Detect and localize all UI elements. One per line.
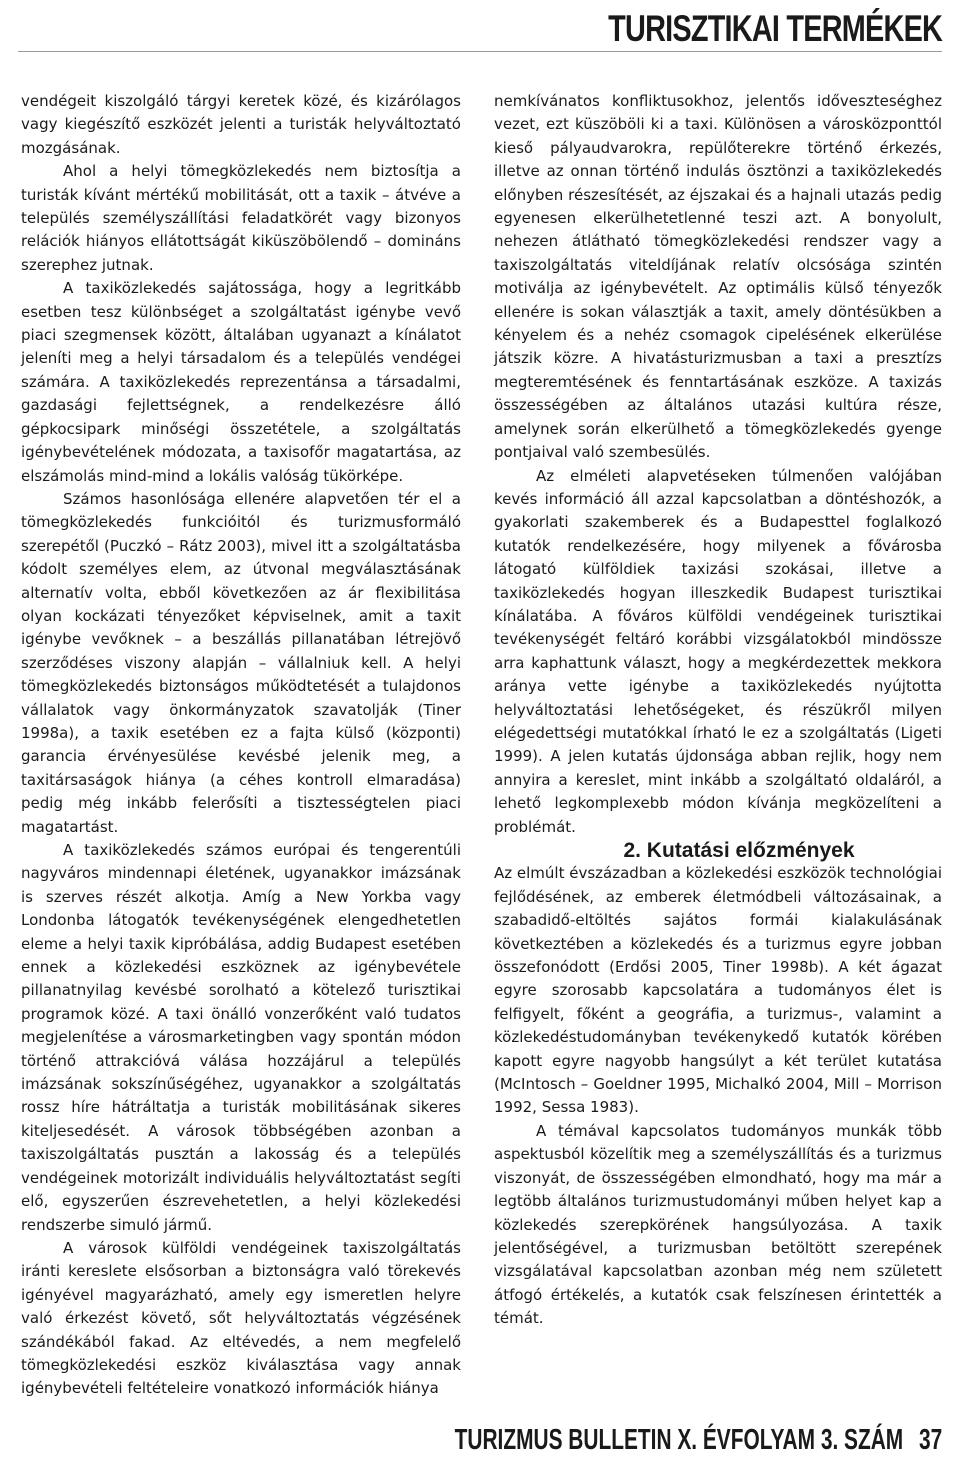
paragraph: A taxiközlekedés számos európai és tengerentúli nagyváros mindennapi életének, ugyanakkor imázsának is szerves részét alkotja. Amíg a New Yorkba vagy Londonba látogatók tevékenységének elengedhetetlen eleme a helyi taxik kipróbálása, addig Budapest esetében ennek a közlekedési eszköznek az igénybevétele pillanatnyilag kevésbé sorolható a kötelező turisztikai programok közé. A taxi önálló vonzerőként való tudatos megjelenítése a városmarketingben vagy spontán módon történő attrakcióvá válása hozzájárul a település imázsának sokszínűségéhez, ugyanakkor a szolgáltatás rossz híre hátráltatja a turisták mobilitásának sikeres kiteljesedését. A városok többségében azonban a taxiszolgáltatás pusztán a lakosság és a település vendégeinek motorizált individuális helyváltoztatást segíti elő, egyszerűen észrevehetetlen, a helyi közlekedési rendszerbe simuló jármű.: [21, 841, 461, 1234]
paragraph: A taxiközlekedés sajátossága, hogy a legritkább esetben tesz különbséget a szolgáltatást igénybe vevő piaci szegmensek között, általában ugyanazt a kínálatot jeleníti meg a helyi társadalom és a település vendégei számára. A taxiközlekedés reprezentánsa a társadalmi, gazdasági fejlettségnek, a rendelkezésre álló gépkocsipark minőségi összetétele, a szolgáltatás igénybevételének módozata, a taxisofőr magatartása, az elszámolás mind-mind a lokális valóság tükörképe.: [21, 279, 461, 485]
paragraph: Az elméleti alapvetéseken túlmenően valójában kevés információ áll azzal kapcsolatban a döntéshozók, a gyakorlati szakemberek és a Budapesttel foglalkozó kutatók rendelkezésére, hogy milyenek a fővárosba látogató külföldiek taxizási szokásai, illetve a taxiközlekedés hogyan illeszkedik Budapest turisztikai kínálatába. A főváros külföldi vendégeinek turisztikai tevékenységét feltáró korábbi vizsgálatokból mindössze arra kaphattunk választ, hogy a megkérdezettek mekkora aránya vette igénybe a taxiközlekedés nyújtotta helyváltoztatási lehetőségeket, és részükről milyen elégedettségi mutatókkal írható le ez a szolgáltatás (Ligeti 1999). A jelen kutatás újdonsága abban rejlik, hogy nem annyira a kereslet, mint inkább a szolgáltató oldaláról, a lehető legkomplexebb módon kívánja megközelíteni a problémát.: [494, 466, 942, 836]
paragraph: Ahol a helyi tömegközlekedés nem biztosítja a turisták kívánt mértékű mobilitását, ott a taxik – átvéve a település személyszállítási feladatkörét vagy bizonyos relációk hiányos ellátottságát kiküszöbölendő – domináns szerephez jutnak.: [21, 162, 461, 274]
left-column: [21, 90, 461, 1401]
paragraph: A városok külföldi vendégeinek taxiszolgáltatás iránti kereslete elsősorban a biztonságra való törekevés igényével magyarázható, amely egy ismeretlen helyre való érkezést követő, sőt helyváltoztatás végzésének szándékából fakad. Az eltévedés, a nem megfelelő tömegközlekedési eszköz kiválasztása vagy annak igénybevételi feltételeire vonatkozó információk hiánya: [21, 1238, 461, 1398]
paragraph: nemkívánatos konfliktusokhoz, jelentős időveszteséghez vezet, ezt küszöböli ki a taxi. Különösen a városközponttól kieső pályaudvarokra, repülőterekre történő érkezés, illetve az onnan történő indulás ösztönzi a taxiközlekedés előnyben részesítését, az éjszakai és a hajnali utazás pedig egyenesen elkerülhetetlenné teszi azt. A bonyolult, nehezen átlátható tömegközlekedési rendszer vagy a taxiszolgáltatás viteldíjának relatív olcsósága szintén motiválja az igénybevételt. Az optimális külső tényezők ellenére is sokan választják a taxit, amely döntésükben a kényelem és a nehéz csomagok cipelésének elkerülése játszik közre. A hivatásturizmusban a taxi a presztízs megteremtésének és fenntartásának eszköze. A taxizás összességében az általános utazási kultúra része, amelynek során elkerülhető a tömegközlekedés gyenge pontjaival való szembesülés.: [494, 92, 942, 462]
paragraph: A témával kapcsolatos tudományos munkák több aspektusból közelítik meg a személyszállítás és a turizmus viszonyát, de összességében elmondható, hogy ma már a legtöbb általános turizmustudományi műben helyet kap a közlekedés szerepkörének hangsúlyozása. A taxik jelentőségével, a turizmusban betöltött szerepének vizsgálatával kapcsolatban azonban még nem született átfogó értékelés, a kutatók csak felszínesen érintették a témát.: [494, 1121, 942, 1328]
right-column: [494, 90, 942, 1331]
publication-title: TURIZMUS BULLETIN X. ÉVFOLYAM 3. SZÁM: [454, 1424, 903, 1456]
page-number: 37: [918, 1424, 942, 1456]
running-header-title: TURISZTIKAI TERMÉKEK: [608, 8, 942, 49]
page-footer: [454, 1424, 942, 1457]
paragraph: Az elmúlt évszázadban a közlekedési eszközök technológiai fejlődésének, az emberek életmódbeli változásainak, a szabadidő-eltöltés sajátos formái kialakulásának következtében a közlekedés és a turizmus egyre jobban összefonódott (Erdősi 2005, Tiner 1998b). A két ágazat egyre szorosabb kapcsolatára a tudományos élet is felfigyelt, főként a geográfia, a turizmus-, valamint a közlekedéstudományban tevékenykedő kutatók körében kapott egyre nagyobb hangsúlyt a két terület kutatása (McIntosch – Goeldner 1995, Michalkó 2004, Mill – Morrison 1992, Sessa 1983).: [494, 864, 942, 1117]
paragraph: vendégeit kiszolgáló tárgyi keretek közé, és kizárólagos vagy kiegészítő eszközét jelenti a turisták helyváltoztató mozgásának.: [21, 92, 461, 157]
header-divider: [18, 51, 942, 52]
section-heading: 2. Kutatási előzmények: [623, 839, 855, 862]
paragraph: Számos hasonlósága ellenére alapvetően tér el a tömegközlekedés funkcióitól és turizmusformáló szerepétől (Puczkó – Rátz 2003), mivel itt a szolgáltatásba kódolt személyes elem, az útvonal megválasztásának alternatív volta, ebből következően az ár flexibilitása olyan kockázati tényezőket képviselnek, amit a taxit igénybe vevőknek – a beszállás pillanatában létrejövő szerződéses viszony alapján – vállalniuk kell. A helyi tömegközlekedés biztonságos működtetését a tulajdonos vállalatok vagy önkormányzatok szavatolják (Tiner 1998a), a taxik esetében ez a fajta külső (központi) garancia érvényesülése kevésbé jelenik meg, a taxitársaságok hiánya (a céhes kontroll elmaradása) pedig még inkább felerősíti a tisztességtelen piaci magatartást.: [21, 489, 461, 836]
